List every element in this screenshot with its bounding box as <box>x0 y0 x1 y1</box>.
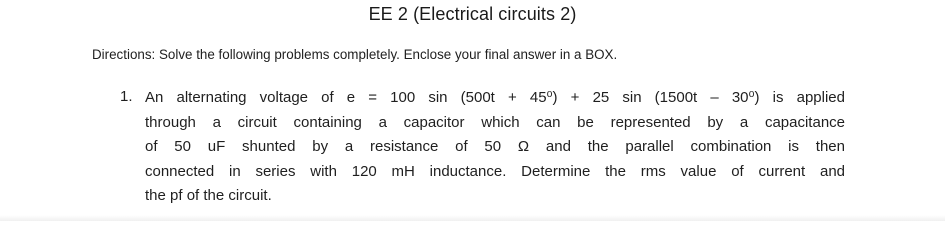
problem-number: 1. <box>120 88 133 105</box>
directions-text: Directions: Solve the following problems completely. Enclose your final answer in a BOX. <box>92 47 618 62</box>
page-edge-shadow <box>0 215 945 221</box>
problem-line: of 50 uF shunted by a resistance of 50 Ω and the parallel combination is then <box>145 138 845 156</box>
problem-line: the pf of the circuit. <box>145 187 272 205</box>
problem-text <box>145 86 845 209</box>
problem-line: connected in series with 120 mH inductance. Determine the rms value of current and <box>145 162 845 180</box>
document-title: EE 2 (Electrical circuits 2) <box>368 4 577 24</box>
problem-line: through a circuit containing a capacitor which can be represented by a capacitance <box>145 113 845 131</box>
problem-line: An alternating voltage of e = 100 sin (500t + 45⁰) + 25 sin (1500t – 30⁰) is applied <box>145 89 845 106</box>
